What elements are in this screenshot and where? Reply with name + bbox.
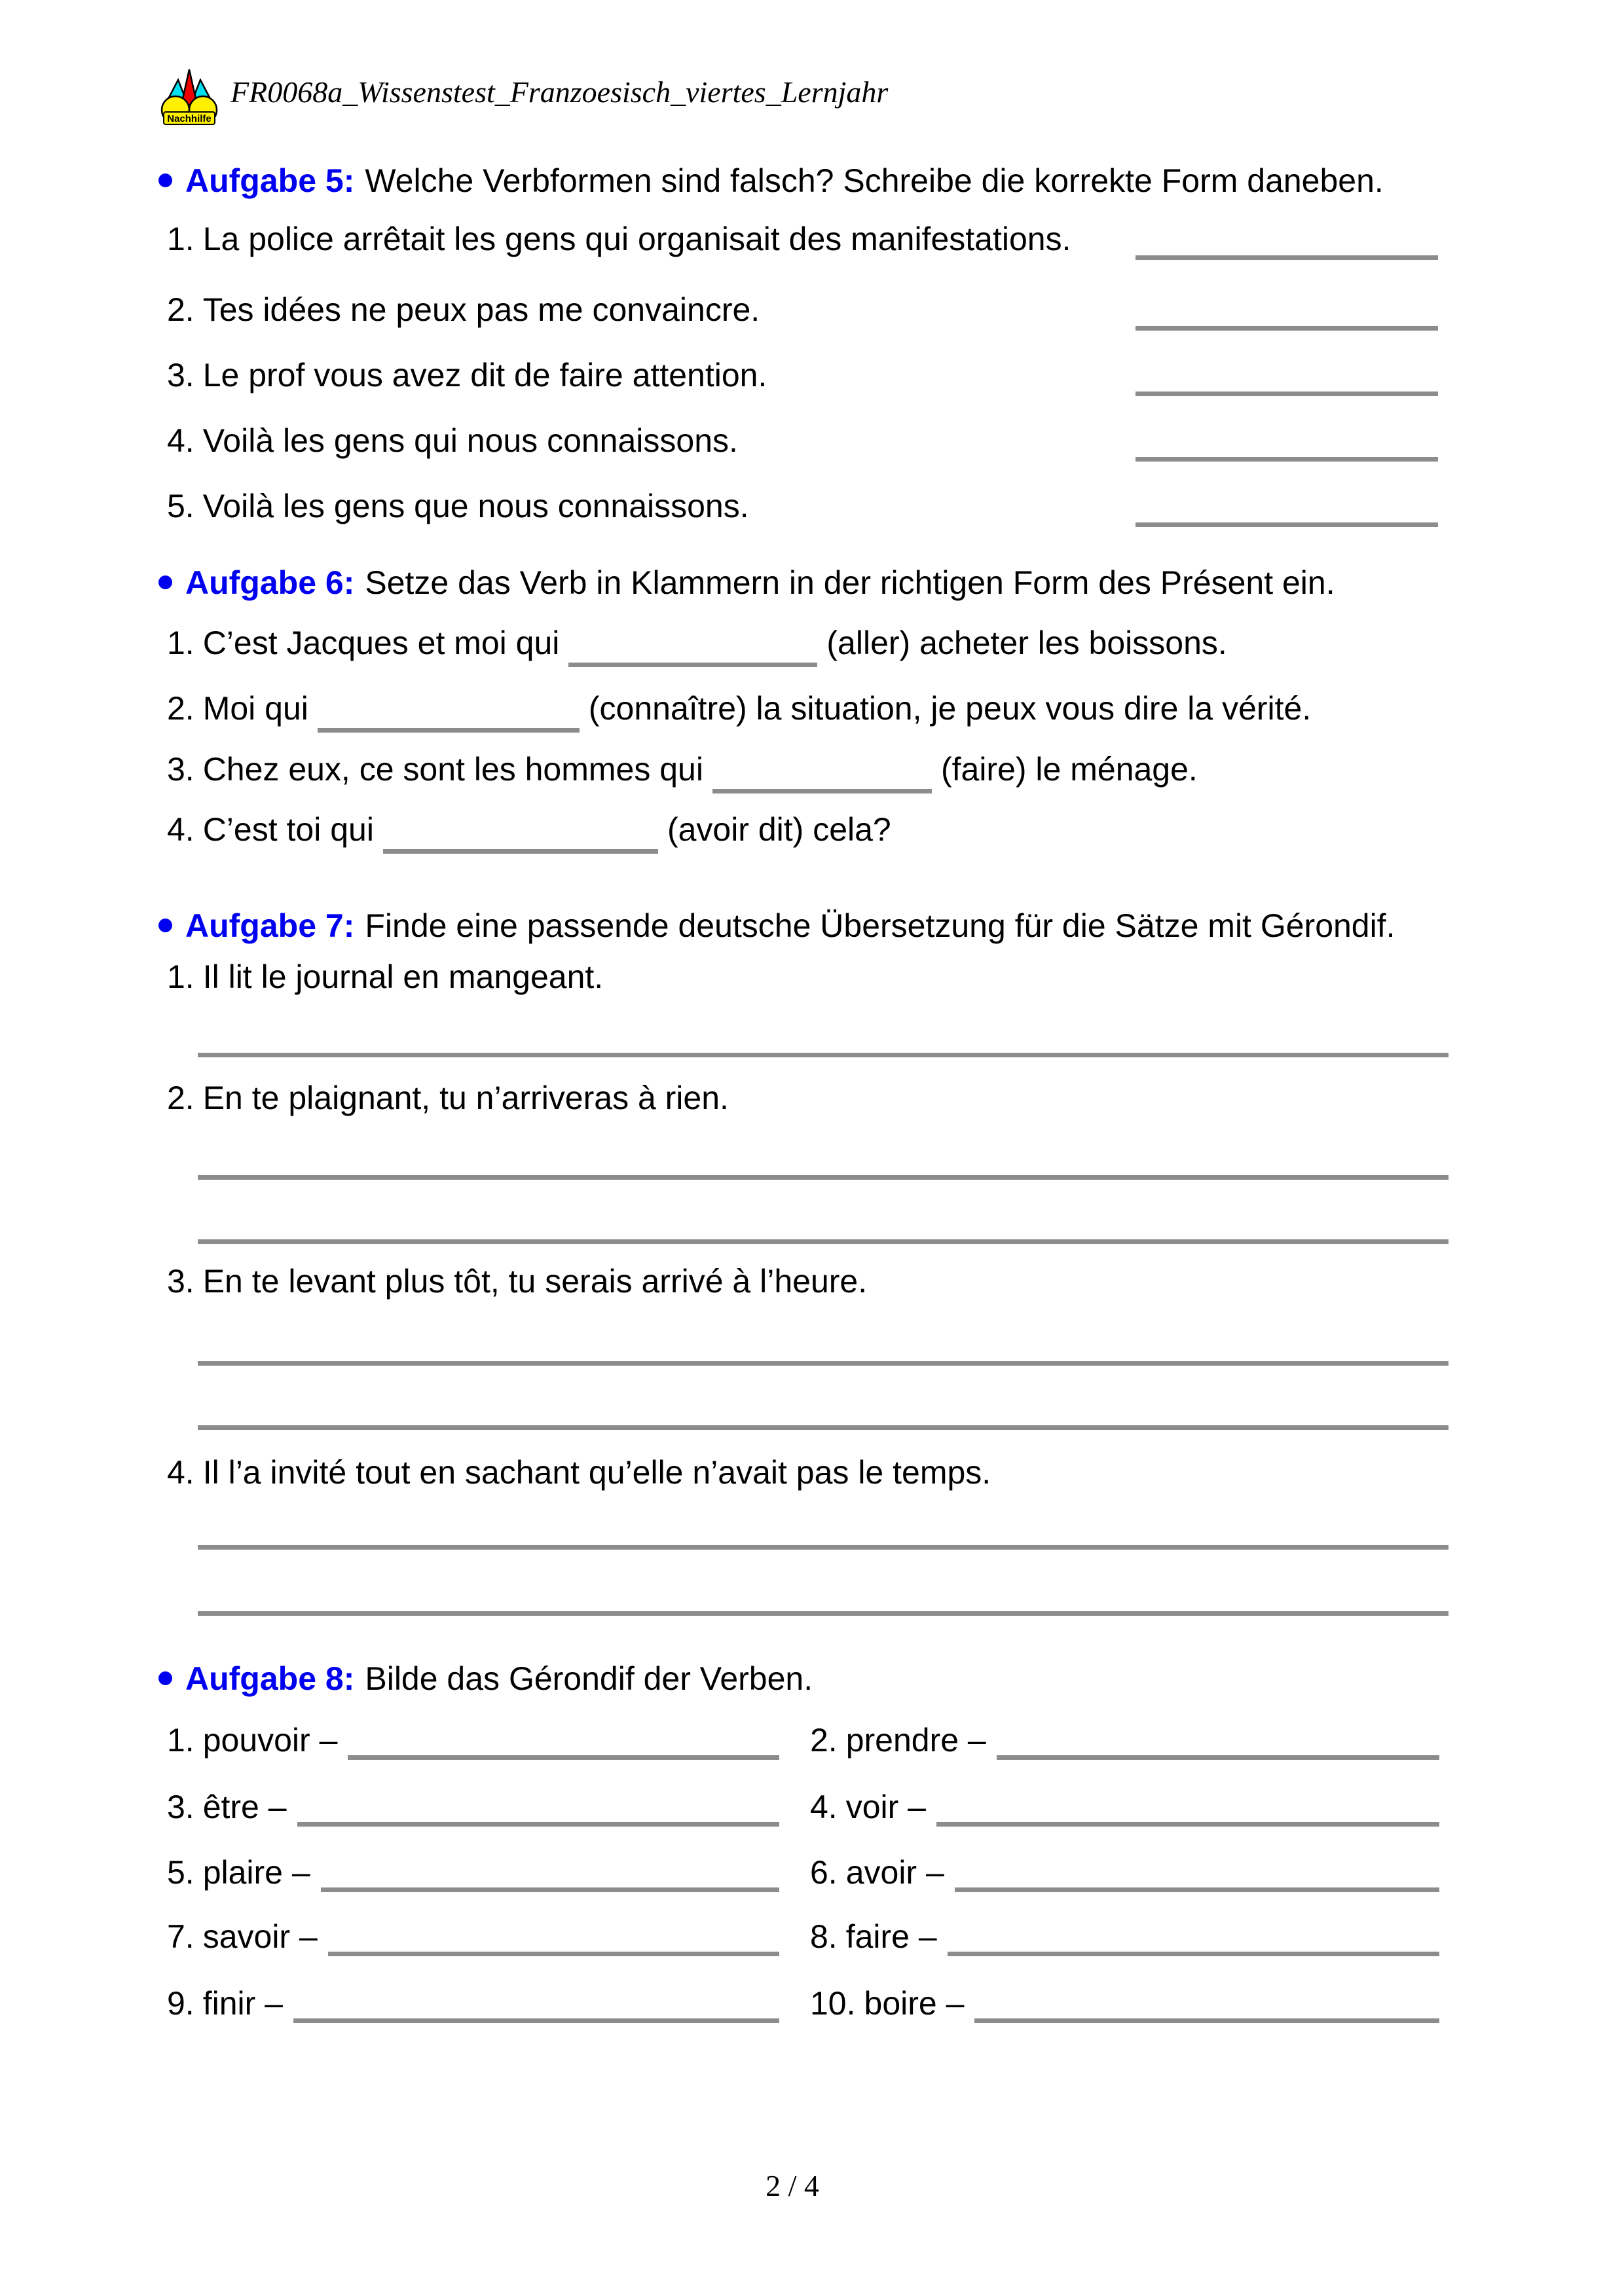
task6-label: Aufgabe 6: [185, 564, 355, 601]
task8-item [167, 1721, 779, 1760]
item-number: 6. [810, 1854, 838, 1891]
verb-label: faire – [845, 1918, 937, 1955]
task6-item [167, 810, 891, 854]
task6-heading [158, 562, 1335, 604]
item-number: 1. [167, 625, 194, 661]
verb-label: avoir – [845, 1854, 944, 1891]
item-number: 1. [167, 958, 194, 995]
task5-item [167, 219, 1438, 260]
item-number: 1. [167, 221, 194, 257]
page-number: 2 / 4 [766, 2169, 819, 2202]
task7-heading [158, 905, 1395, 947]
item-text: Il lit le journal en mangeant. [202, 958, 604, 995]
task8-item [167, 1787, 779, 1827]
task5-item [167, 486, 1438, 527]
answer-blank[interactable] [198, 1361, 1449, 1366]
task5-item [167, 355, 1438, 396]
task8-item [167, 1853, 779, 1892]
item-number: 10. [810, 1985, 856, 2022]
item-text-after: (faire) le ménage. [940, 751, 1198, 788]
task5-instruction: Welche Verbformen sind falsch? Schreibe die korrekte Form daneben. [365, 162, 1384, 199]
task6-item [167, 750, 1198, 793]
task5-label: Aufgabe 5: [185, 162, 355, 199]
task8-label: Aufgabe 8: [185, 1660, 355, 1697]
task8-item [810, 1787, 1439, 1827]
answer-blank[interactable] [1135, 522, 1438, 527]
item-text: Voilà les gens que nous connaissons. [202, 488, 749, 524]
item-number: 5. [167, 1854, 194, 1891]
item-text-before: C’est toi qui [202, 811, 374, 848]
task8-item [167, 1917, 779, 1956]
document-title: FR0068a_Wissenstest_Franzoesisch_viertes_Lernjahr [231, 75, 889, 109]
item-number: 9. [167, 1985, 194, 2022]
answer-blank[interactable] [936, 1787, 1439, 1827]
answer-blank[interactable] [198, 1053, 1449, 1057]
item-text-before: C’est Jacques et moi qui [202, 625, 560, 661]
item-number: 4. [810, 1789, 838, 1825]
bullet-icon [158, 919, 172, 932]
item-text: Le prof vous avez dit de faire attention. [202, 357, 767, 393]
task8-row [167, 1984, 1439, 2023]
task7-item [167, 1078, 729, 1118]
answer-blank[interactable] [293, 1984, 779, 2023]
item-number: 7. [167, 1918, 194, 1955]
item-number: 3. [167, 357, 194, 393]
item-text: Tes idées ne peux pas me convaincre. [202, 291, 760, 328]
answer-blank[interactable] [568, 663, 817, 667]
item-number: 5. [167, 488, 194, 524]
task7-instruction: Finde eine passende deutsche Übersetzung für die Sätze mit Gérondif. [365, 907, 1395, 944]
answer-blank[interactable] [997, 1721, 1439, 1760]
item-number: 8. [810, 1918, 838, 1955]
task8-row [167, 1853, 1439, 1892]
item-text-after: (avoir dit) cela? [667, 811, 891, 848]
bullet-icon [158, 1671, 172, 1685]
answer-blank[interactable] [198, 1545, 1449, 1550]
answer-blank[interactable] [974, 1984, 1439, 2023]
verb-label: prendre – [845, 1722, 986, 1758]
task6-instruction: Setze das Verb in Klammern in der richtigen Form des Présent ein. [365, 564, 1335, 601]
task8-item [167, 1984, 779, 2023]
verb-label: boire – [864, 1985, 965, 2022]
item-text-before: Chez eux, ce sont les hommes qui [202, 751, 703, 788]
task8-item [810, 1721, 1439, 1760]
logo-text: Nachhilfe [167, 113, 212, 124]
answer-blank[interactable] [712, 789, 932, 793]
verb-label: finir – [202, 1985, 283, 2022]
task8-item [810, 1853, 1439, 1892]
answer-blank[interactable] [955, 1853, 1439, 1892]
task8-row [167, 1721, 1439, 1760]
verb-label: voir – [845, 1789, 926, 1825]
answer-blank[interactable] [1135, 255, 1438, 260]
item-number: 1. [167, 1722, 194, 1758]
item-number: 3. [167, 1263, 194, 1300]
item-text: En te levant plus tôt, tu serais arrivé à l’heure. [202, 1263, 868, 1300]
answer-blank[interactable] [948, 1917, 1439, 1956]
item-number: 4. [167, 811, 194, 848]
answer-blank[interactable] [1135, 326, 1438, 331]
answer-blank[interactable] [1135, 457, 1438, 462]
item-number: 2. [167, 291, 194, 328]
answer-blank[interactable] [1135, 392, 1438, 396]
answer-blank[interactable] [198, 1239, 1449, 1244]
task8-row [167, 1917, 1439, 1956]
verb-label: pouvoir – [202, 1722, 338, 1758]
task7-label: Aufgabe 7: [185, 907, 355, 944]
item-number: 4. [167, 422, 194, 459]
item-text: Voilà les gens qui nous connaissons. [202, 422, 738, 459]
answer-blank[interactable] [198, 1425, 1449, 1430]
item-number: 4. [167, 1454, 194, 1491]
item-text: En te plaignant, tu n’arriveras à rien. [202, 1080, 729, 1116]
item-number: 3. [167, 751, 194, 788]
verb-label: être – [202, 1789, 287, 1825]
answer-blank[interactable] [383, 849, 658, 854]
item-text: Il l’a invité tout en sachant qu’elle n’avait pas le temps. [202, 1454, 991, 1491]
task6-item [167, 689, 1311, 733]
nachhilfe-logo [158, 67, 220, 126]
answer-blank[interactable] [198, 1175, 1449, 1180]
verb-label: savoir – [202, 1918, 318, 1955]
task8-heading [158, 1658, 813, 1700]
bullet-icon [158, 575, 172, 589]
answer-blank[interactable] [321, 1853, 779, 1892]
answer-blank[interactable] [328, 1917, 779, 1956]
task5-item [167, 421, 1438, 462]
task7-item [167, 1262, 867, 1301]
bullet-icon [158, 173, 172, 187]
answer-blank[interactable] [318, 728, 580, 733]
item-text-before: Moi qui [202, 690, 308, 727]
item-number: 3. [167, 1789, 194, 1825]
answer-blank[interactable] [198, 1611, 1449, 1616]
task8-instruction: Bilde das Gérondif der Verben. [365, 1660, 813, 1697]
answer-blank[interactable] [348, 1721, 779, 1760]
verb-label: plaire – [202, 1854, 310, 1891]
item-number: 2. [167, 690, 194, 727]
task5-item [167, 290, 1438, 331]
item-text: La police arrêtait les gens qui organisait des manifestations. [202, 221, 1071, 257]
task8-item [810, 1917, 1439, 1956]
answer-blank[interactable] [297, 1787, 779, 1827]
task7-item [167, 957, 603, 996]
task7-item [167, 1453, 991, 1492]
item-text-after: (aller) acheter les boissons. [826, 625, 1227, 661]
item-number: 2. [167, 1080, 194, 1116]
task8-row [167, 1787, 1439, 1827]
task8-item [810, 1984, 1439, 2023]
task5-heading [158, 160, 1384, 202]
item-number: 2. [810, 1722, 838, 1758]
task6-item [167, 623, 1227, 667]
item-text-after: (connaître) la situation, je peux vous dire la vérité. [588, 690, 1312, 727]
